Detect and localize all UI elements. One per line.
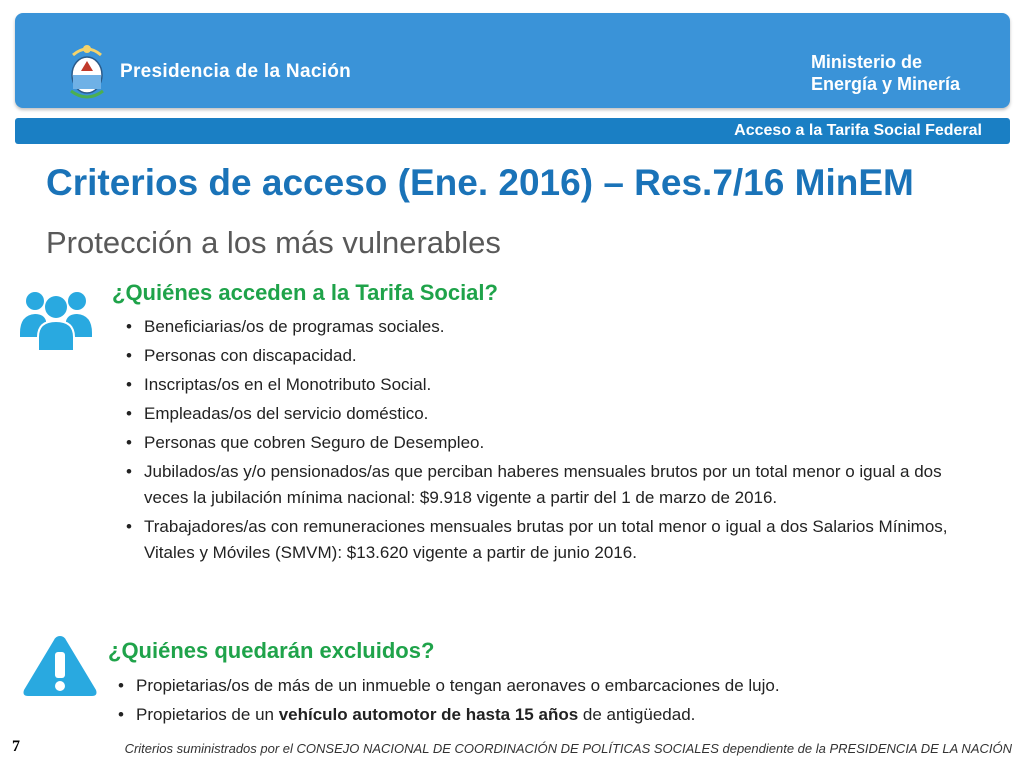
section2-heading: ¿Quiénes quedarán excluidos? xyxy=(108,638,435,663)
header-banner xyxy=(15,13,1010,108)
list-item: • Personas con discapacidad. xyxy=(126,346,357,365)
section1-heading: ¿Quiénes acceden a la Tarifa Social? xyxy=(112,280,498,305)
ministerio-line1: Ministerio de xyxy=(810,52,922,72)
list-item: • Trabajadores/as con remuneraciones mensuales brutas por un total menor o igual a dos Salarios Mínimos, Vitales y Móviles (SMVM): $13.620 vigente a partir de junio 2016. xyxy=(126,517,948,562)
ministerio-label xyxy=(811,51,960,95)
coat-of-arms-icon xyxy=(67,41,107,103)
presidencia-label: Presidencia de la Nación xyxy=(120,61,352,82)
list-item: • Jubilados/as y/o pensionados/as que perciban haberes mensuales brutos por un total menor o igual a dos veces la jubilación mínima nacional: $9.918 vigente a partir del 1 de marzo de 2016. xyxy=(126,462,942,507)
list-item: • Personas que cobren Seguro de Desempleo. xyxy=(126,433,485,452)
ministerio-line2: Energía y Minería xyxy=(810,74,960,94)
list-item: • Propietarios de un vehículo automotor de hasta 15 años de antigüedad. xyxy=(118,705,696,724)
warning-icon xyxy=(20,632,100,698)
section2-list xyxy=(114,673,994,731)
section-bar xyxy=(15,118,1010,144)
footer-note: Criterios suministrados por el CONSEJO NACIONAL DE COORDINACIÓN DE POLÍTICAS SOCIALES dependiente de la PRESIDENCIA DE LA NACIÓN xyxy=(124,741,1012,756)
list-item: • Empleadas/os del servicio doméstico. xyxy=(126,404,429,423)
people-group-icon xyxy=(18,285,94,351)
page-title: Criterios de acceso (Ene. 2016) – Res.7/16 MinEM xyxy=(46,162,914,203)
section-bar-label: Acceso a la Tarifa Social Federal xyxy=(734,122,982,139)
list-item: • Inscriptas/os en el Monotributo Social. xyxy=(126,375,432,394)
list-item: • Beneficiarias/os de programas sociales. xyxy=(126,317,445,336)
list-item: • Propietarias/os de más de un inmueble o tengan aeronaves o embarcaciones de lujo. xyxy=(118,676,780,695)
page-number: 7 xyxy=(12,738,20,755)
section1-list xyxy=(122,314,962,569)
page-subtitle: Protección a los más vulnerables xyxy=(46,225,501,260)
